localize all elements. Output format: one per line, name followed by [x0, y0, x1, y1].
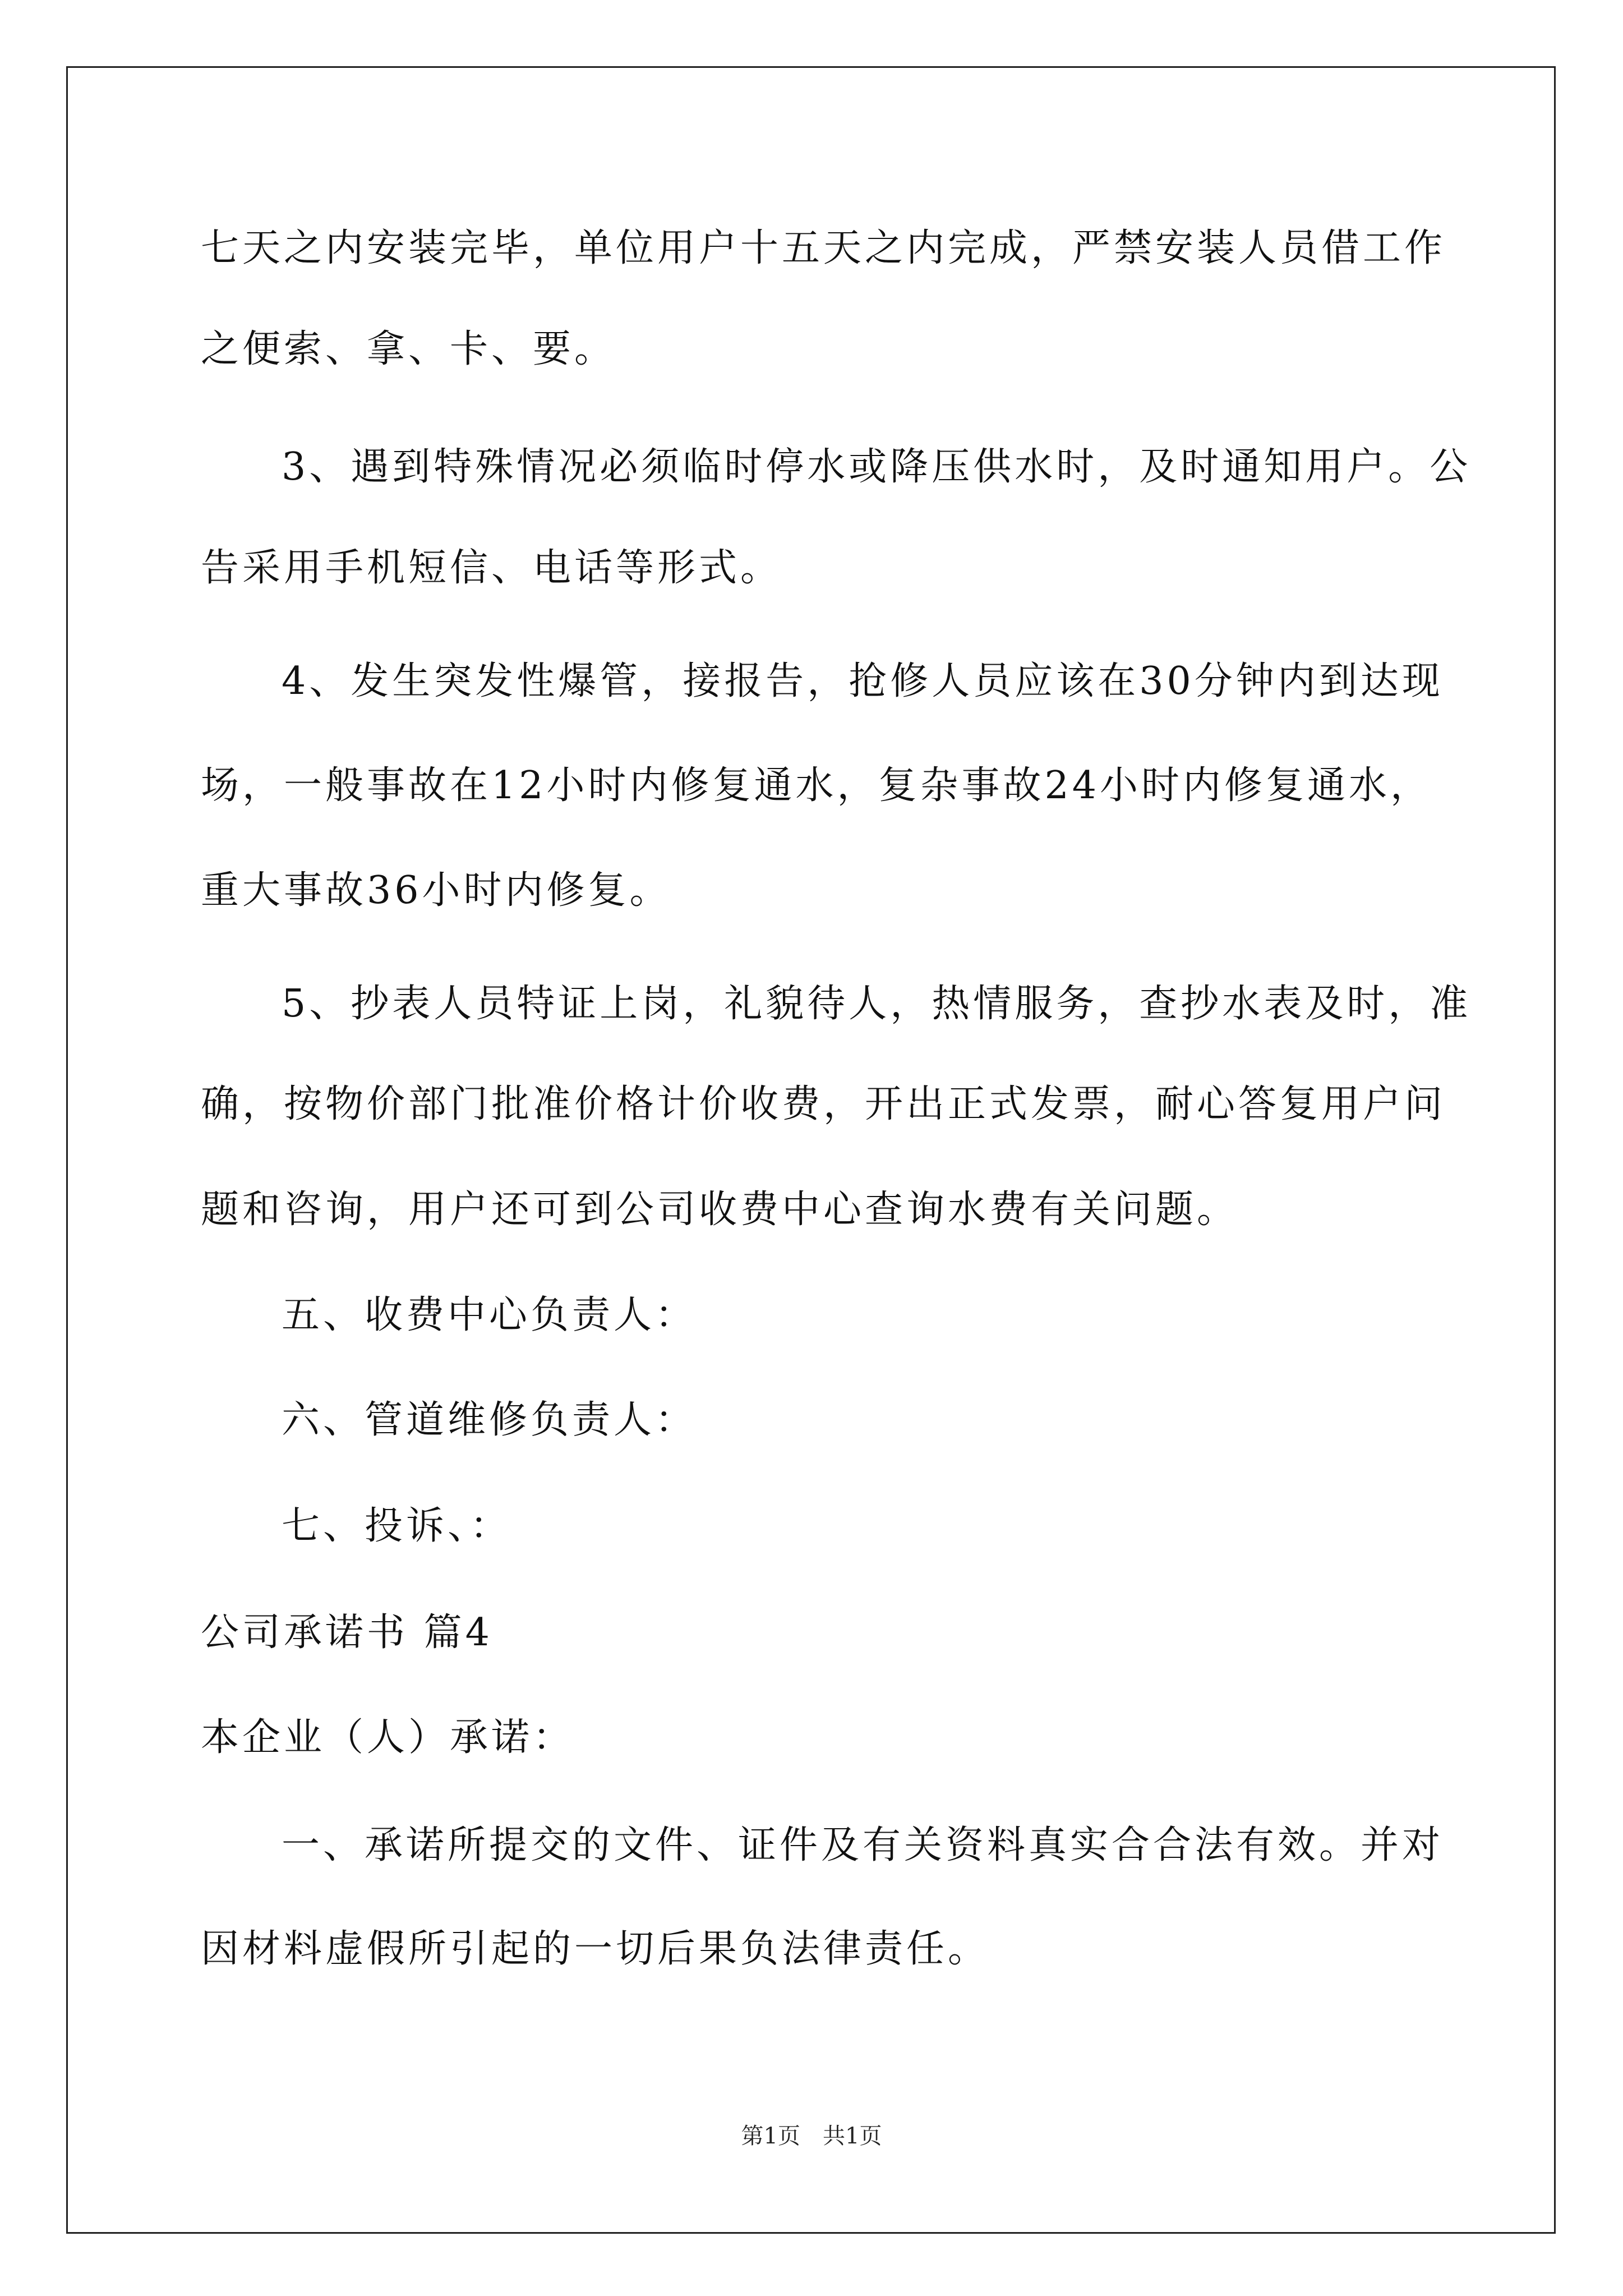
body-line: 因材料虚假所引起的一切后果负法律责任。 — [201, 1927, 990, 1971]
body-line: 七天之内安装完毕，单位用户十五天之内完成，严禁安装人员借工作 — [201, 226, 1446, 270]
body-line: 4、发生突发性爆管，接报告，抢修人员应该在30分钟内到达现 — [282, 659, 1444, 703]
body-line: 5、抄表人员特证上岗，礼貌待人，热情服务，查抄水表及时，准 — [282, 982, 1472, 1026]
body-line: 重大事故36小时内修复。 — [201, 868, 671, 913]
body-line: 六、管道维修负责人： — [282, 1398, 697, 1442]
page-border — [66, 66, 1556, 2234]
body-line: 一、承诺所提交的文件、证件及有关资料真实合合法有效。并对 — [282, 1823, 1444, 1867]
body-line: 本企业（人）承诺： — [201, 1715, 575, 1760]
body-line: 确，按物价部门批准价格计价收费，开出正式发票，耐心答复用户问 — [201, 1082, 1446, 1126]
body-line: 告采用手机短信、电话等形式。 — [201, 546, 782, 590]
page-footer: 第1页 共1页 — [741, 2123, 882, 2149]
body-line: 3、遇到特殊情况必须临时停水或降压供水时，及时通知用户。公 — [282, 445, 1472, 489]
body-line: 七、投诉、： — [282, 1504, 512, 1548]
body-line: 场，一般事故在12小时内修复通水，复杂事故24小时内修复通水， — [201, 763, 1432, 808]
section-heading: 公司承诺书 篇4 — [201, 1611, 493, 1655]
body-line: 题和咨询，用户还可到公司收费中心查询水费有关问题。 — [201, 1188, 1239, 1232]
body-line: 五、收费中心负责人： — [282, 1293, 697, 1337]
body-line: 之便索、拿、卡、要。 — [201, 327, 616, 371]
